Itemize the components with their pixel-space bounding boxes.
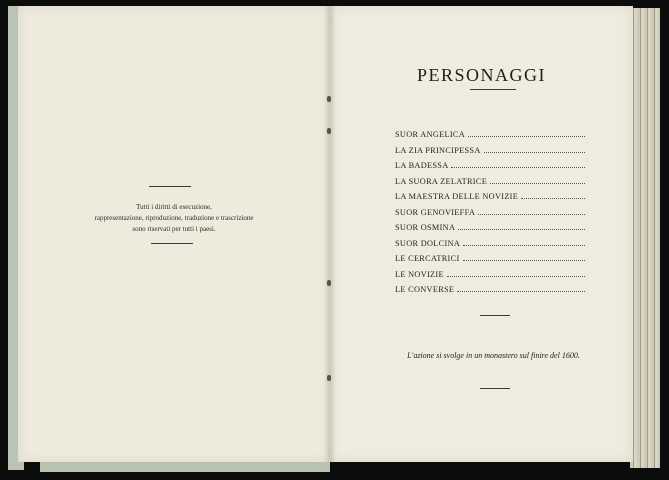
character-row bbox=[395, 146, 585, 162]
character-name: LA SUORA ZELATRICE bbox=[395, 176, 488, 186]
rights-line: rappresentazione, riproduzione, traduzione e trascrizione bbox=[94, 214, 254, 222]
binding-stitch bbox=[327, 280, 331, 286]
dot-leader bbox=[451, 161, 585, 168]
left-page bbox=[18, 6, 330, 462]
top-divider bbox=[149, 186, 191, 187]
rights-notice bbox=[18, 202, 330, 235]
dot-leader bbox=[468, 130, 585, 137]
character-row bbox=[395, 239, 585, 255]
character-name: LA BADESSA bbox=[395, 161, 449, 170]
rights-line: sono riservati per tutti i paesi. bbox=[132, 225, 216, 233]
dot-leader bbox=[484, 146, 585, 153]
book-gutter bbox=[324, 6, 336, 462]
page-stack-edge bbox=[630, 8, 660, 468]
character-name: SUOR OSMINA bbox=[395, 223, 456, 232]
binding-stitch bbox=[327, 375, 331, 381]
dot-leader bbox=[447, 270, 585, 277]
dot-leader bbox=[478, 208, 585, 215]
dot-leader bbox=[458, 223, 585, 230]
character-name: SUOR ANGELICA bbox=[395, 130, 466, 139]
character-row bbox=[395, 161, 585, 177]
dot-leader bbox=[490, 177, 585, 184]
rights-line: Tutti i diritti di esecuzione, bbox=[136, 203, 212, 211]
character-row bbox=[395, 177, 585, 193]
list-divider bbox=[480, 315, 510, 316]
character-list bbox=[395, 130, 585, 301]
dot-leader bbox=[463, 239, 585, 246]
title-underline bbox=[470, 89, 516, 90]
setting-note: L'azione si svolge in un monastero sul finire del 1600. bbox=[407, 351, 580, 360]
character-row bbox=[395, 223, 585, 239]
dot-leader bbox=[463, 254, 585, 261]
dot-leader bbox=[457, 285, 585, 292]
character-row bbox=[395, 208, 585, 224]
page-title: PERSONAGGI bbox=[416, 65, 546, 85]
binding-stitch bbox=[327, 96, 331, 102]
character-name: SUOR DOLCINA bbox=[395, 238, 461, 248]
character-row bbox=[395, 130, 585, 146]
character-name: LA ZIA PRINCIPESSA bbox=[395, 145, 481, 155]
character-row bbox=[395, 192, 585, 208]
character-row bbox=[395, 254, 585, 270]
character-name: LA MAESTRA DELLE NOVIZIE bbox=[395, 192, 519, 201]
bottom-divider bbox=[151, 243, 193, 244]
character-name: LE NOVIZIE bbox=[395, 269, 444, 279]
end-divider bbox=[480, 388, 510, 389]
character-row bbox=[395, 270, 585, 286]
character-row bbox=[395, 285, 585, 301]
character-name: LE CERCATRICI bbox=[395, 254, 460, 263]
character-name: LE CONVERSE bbox=[395, 285, 455, 294]
dot-leader bbox=[521, 192, 585, 199]
binding-stitch bbox=[327, 128, 331, 134]
right-page bbox=[330, 6, 633, 462]
character-name: SUOR GENOVIEFFA bbox=[395, 207, 476, 217]
